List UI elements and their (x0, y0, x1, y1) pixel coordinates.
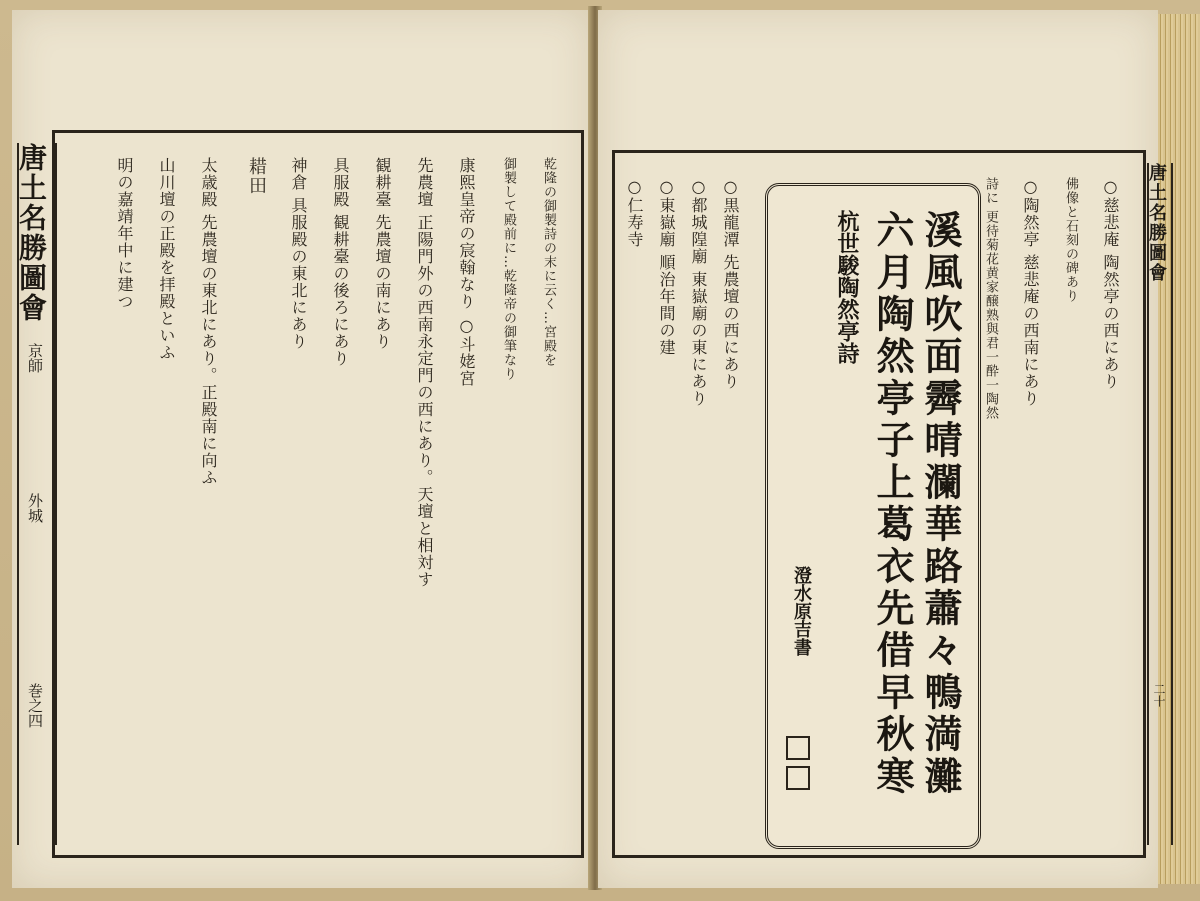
right-column: 詩に 更待菊花黄家醸熟與君一酔一陶然 (983, 177, 998, 421)
right-title-strip (1147, 163, 1173, 845)
right-page (598, 10, 1167, 888)
right-column: ○陶然亭 慈悲庵の西南にあり (1021, 177, 1040, 408)
book-title: 唐土名勝圖會 (1146, 163, 1167, 283)
poem-line: 溪風吹面霽晴瀾華路蕭々鴨満灘 (918, 210, 963, 798)
poem-attribution: 杭世駿陶然亭詩 (834, 210, 860, 364)
right-column: ○都城隍廟 東嶽廟の東にあり (689, 177, 708, 408)
left-title-strip (17, 143, 57, 845)
seal-stamp (786, 766, 810, 790)
seal-stamp (786, 736, 810, 760)
left-column: 太歳殿 先農壇の東北にあり。正殿南に向ふ (199, 157, 218, 487)
poem-line: 六月陶然亭子上葛衣先借早秋寒 (870, 210, 915, 798)
left-column: 乾隆の御製詩の末に云く…宮殿を (541, 157, 556, 367)
right-column: ○東嶽廟 順治年間の建 (657, 177, 676, 357)
left-column: 神倉 具服殿の東北にあり (289, 157, 308, 351)
book-title: 唐土名勝圖會 (15, 143, 48, 323)
volume-label: 巻之四 (26, 683, 44, 728)
right-column: ○慈悲庵 陶然亭の西にあり (1101, 177, 1120, 391)
folio-number: 二十 (1152, 683, 1166, 707)
section-label: 京師 (26, 343, 44, 373)
left-column: 康熙皇帝の宸翰なり ○斗姥宮 (457, 157, 476, 388)
left-column: 具服殿 観耕臺の後ろにあり (331, 157, 350, 368)
left-column: 山川壇の正殿を拝殿といふ (157, 157, 176, 361)
left-column: 明の嘉靖年中に建つ (115, 157, 134, 310)
left-column: 御製して殿前に…乾隆帝の御筆なり (501, 157, 516, 381)
right-column: 佛像と石刻の碑あり (1063, 177, 1078, 303)
left-page-frame (15, 130, 584, 858)
left-column: 耤田 (246, 157, 267, 195)
left-column: 観耕臺 先農壇の南にあり (373, 157, 392, 351)
poem-cartouche (765, 183, 981, 849)
right-page-frame (612, 150, 1167, 858)
left-page (12, 10, 590, 888)
calligrapher-signature: 澄水原吉書 (791, 566, 812, 656)
right-column: ○仁寿寺 (625, 177, 644, 248)
right-column: ○黒龍潭 先農壇の西にあり (721, 177, 740, 391)
subsection-label: 外城 (26, 493, 44, 523)
left-column: 先農壇 正陽門外の西南永定門の西にあり。天壇と相対す (415, 157, 434, 589)
